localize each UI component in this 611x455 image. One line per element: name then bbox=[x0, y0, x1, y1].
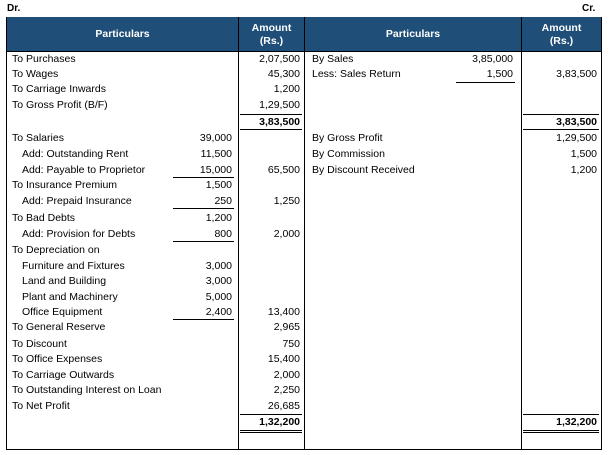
pl-credit-amount: 1,200 bbox=[570, 164, 597, 176]
pl-credit-amount: 1,500 bbox=[570, 148, 597, 160]
pl-debit-total: 1,32,200 bbox=[259, 416, 300, 428]
trading-debit-total: 3,83,500 bbox=[259, 116, 300, 128]
pl-debit-amount: 15,400 bbox=[267, 353, 300, 365]
pl-debit-amount: 13,400 bbox=[267, 306, 300, 318]
pl-debit-label: Plant and Machinery bbox=[22, 291, 118, 303]
pl-debit-amount: 2,000 bbox=[273, 369, 300, 381]
subtotal-rule bbox=[173, 319, 234, 320]
trading-credit-total: 3,83,500 bbox=[556, 116, 597, 128]
total-rule-bottom bbox=[240, 430, 302, 431]
trading-credit-amount: 3,83,500 bbox=[556, 68, 597, 80]
pl-debit-inner: 11,500 bbox=[200, 148, 232, 160]
pl-debit-amount: 1,250 bbox=[273, 195, 300, 207]
pl-debit-inner: 250 bbox=[214, 195, 232, 207]
pl-debit-amount: 26,685 bbox=[267, 400, 300, 412]
pl-debit-inner: 3,000 bbox=[205, 275, 232, 287]
subtotal-rule bbox=[456, 82, 515, 83]
pl-debit-inner: 5,000 bbox=[205, 291, 232, 303]
divider-debit-amount bbox=[238, 17, 239, 450]
trading-debit-amount: 1,200 bbox=[273, 83, 300, 95]
pl-debit-inner: 39,000 bbox=[199, 132, 232, 144]
trading-debit-label: To Gross Profit (B/F) bbox=[12, 99, 108, 111]
trading-debit-label: To Carriage Inwards bbox=[12, 83, 106, 95]
pl-debit-label: Add: Payable to Proprietor bbox=[22, 164, 146, 176]
pl-debit-label: Add: Prepaid Insurance bbox=[22, 195, 132, 207]
pl-debit-label: To Insurance Premium bbox=[12, 179, 118, 191]
dr-label: Dr. bbox=[7, 3, 21, 14]
pl-credit-label: By Commission bbox=[312, 148, 385, 160]
subtotal-rule bbox=[173, 241, 234, 242]
trading-debit-amount: 2,07,500 bbox=[259, 53, 300, 65]
pl-debit-label: To Outstanding Interest on Loan bbox=[12, 384, 162, 396]
pl-debit-label: To Carriage Outwards bbox=[12, 369, 115, 381]
pl-debit-label: To Bad Debts bbox=[12, 212, 76, 224]
pl-debit-label: Add: Provision for Debts bbox=[22, 228, 136, 240]
header-amount-debit: Amount (Rs.) bbox=[239, 17, 304, 52]
pl-debit-inner: 15,000 bbox=[199, 164, 232, 176]
pl-credit-label: By Gross Profit bbox=[312, 132, 383, 144]
pl-debit-label: To Discount bbox=[12, 338, 67, 350]
trading-debit-amount: 45,300 bbox=[267, 68, 300, 80]
pl-debit-label: Land and Building bbox=[22, 275, 107, 287]
pl-debit-label: To Salaries bbox=[12, 132, 64, 144]
pl-debit-inner: 3,000 bbox=[205, 260, 232, 272]
pl-debit-amount: 65,500 bbox=[267, 164, 300, 176]
pl-debit-label: Add: Outstanding Rent bbox=[22, 148, 129, 160]
trading-debit-label: To Purchases bbox=[12, 53, 76, 65]
trading-credit-label: By Sales bbox=[312, 53, 354, 65]
total-rule-double bbox=[240, 432, 302, 433]
total-rule-bottom bbox=[523, 129, 599, 130]
pl-debit-inner: 1,500 bbox=[205, 179, 232, 191]
pl-debit-label: Office Equipment bbox=[22, 306, 103, 318]
trading-credit-label: Less: Sales Return bbox=[312, 68, 401, 80]
header-particulars-credit: Particulars bbox=[305, 17, 521, 52]
subtotal-rule bbox=[173, 208, 234, 209]
header-particulars-debit: Particulars bbox=[7, 17, 238, 52]
pl-debit-label: To Office Expenses bbox=[12, 353, 103, 365]
pl-credit-label: By Discount Received bbox=[312, 164, 415, 176]
pl-debit-label: To Depreciation on bbox=[12, 244, 100, 256]
trading-debit-amount: 1,29,500 bbox=[259, 99, 300, 111]
pl-credit-amount: 1,29,500 bbox=[556, 132, 597, 144]
pl-debit-label: To Net Profit bbox=[12, 400, 70, 412]
divider-credit-amount bbox=[521, 17, 522, 450]
pl-debit-inner: 1,200 bbox=[205, 212, 232, 224]
pl-debit-label: To General Reserve bbox=[12, 321, 106, 333]
cr-label: Cr. bbox=[582, 3, 596, 14]
pl-debit-label: Furniture and Fixtures bbox=[22, 260, 125, 272]
pl-debit-amount: 2,000 bbox=[273, 228, 300, 240]
pl-debit-amount: 750 bbox=[282, 338, 300, 350]
divider-center bbox=[304, 17, 305, 450]
total-rule-bottom bbox=[240, 129, 302, 130]
pl-credit-total: 1,32,200 bbox=[556, 416, 597, 428]
trading-credit-inner: 3,85,000 bbox=[472, 53, 513, 65]
pl-debit-amount: 2,250 bbox=[273, 384, 300, 396]
total-rule-double bbox=[523, 432, 599, 433]
total-rule-bottom bbox=[523, 430, 599, 431]
trading-debit-label: To Wages bbox=[12, 68, 59, 80]
trading-credit-inner: 1,500 bbox=[486, 68, 513, 80]
pl-debit-amount: 2,965 bbox=[273, 321, 300, 333]
pl-debit-inner: 800 bbox=[214, 228, 232, 240]
pl-debit-inner: 2,400 bbox=[205, 306, 232, 318]
header-amount-credit: Amount (Rs.) bbox=[522, 17, 601, 52]
